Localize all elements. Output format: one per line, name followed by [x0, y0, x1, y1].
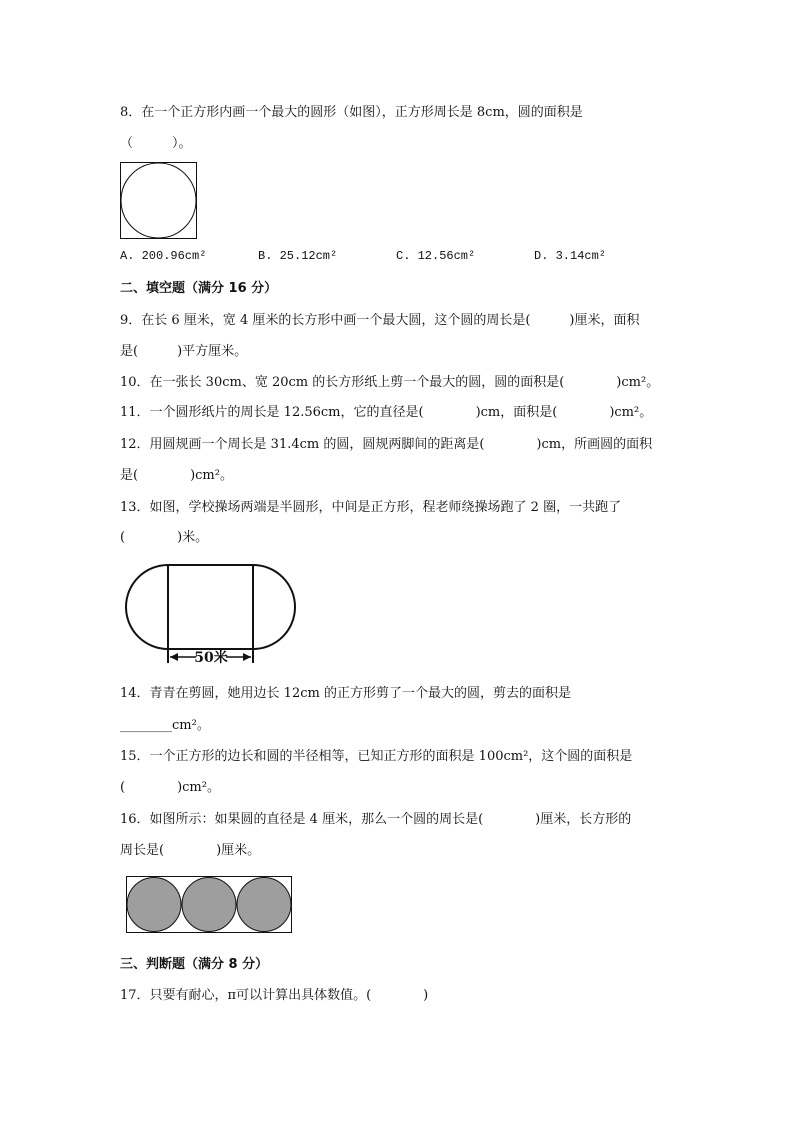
dimension-label: 50米: [194, 650, 228, 666]
q15-line1: 15．一个正方形的边长和圆的半径相等，已知正方形的面积是 100cm²，这个圆的面积是: [120, 749, 633, 764]
q8-figure-square-circle: [120, 162, 198, 240]
q9-line1: 9．在长 6 厘米，宽 4 厘米的长方形中画一个最大圆，这个圆的周长是( )厘米，面积: [120, 313, 640, 328]
q16-line2: 周长是( )厘米。: [120, 843, 261, 858]
q13-line2: ( )米。: [120, 530, 209, 545]
circle-2: [182, 878, 236, 932]
q14-line2: ________cm²。: [120, 718, 210, 733]
track-outline: [126, 565, 295, 649]
q10: 10．在一张长 30cm、宽 20cm 的长方形纸上剪一个最大的圆，圆的面积是( )cm²。: [120, 375, 660, 390]
q9-line2: 是( )平方厘米。: [120, 344, 248, 359]
q16-figure-three-circles: [126, 876, 293, 934]
q16-line1: 16．如图所示：如果圆的直径是 4 厘米，那么一个圆的周长是( )厘米，长方形的: [120, 812, 632, 827]
q8-option-b: B. 25.12cm²: [258, 249, 338, 263]
section-3-heading: 三、判断题（满分 8 分）: [120, 957, 269, 972]
section-2-heading: 二、填空题（满分 16 分）: [120, 281, 278, 296]
arrow-right: [243, 653, 251, 661]
q13-figure-track: [120, 560, 305, 670]
circle-3: [237, 878, 291, 932]
q12-line1: 12．用圆规画一个周长是 31.4cm 的圆，圆规两脚间的距离是( )cm，所画圆的面积: [120, 437, 653, 452]
q15-line2: ( )cm²。: [120, 780, 220, 795]
q8-option-c: C. 12.56cm²: [396, 249, 476, 263]
inscribed-circle: [121, 163, 196, 238]
q12-line2: 是( )cm²。: [120, 468, 233, 483]
q17: 17．只要有耐心，π可以计算出具体数值。( ): [120, 988, 429, 1003]
arrow-left: [170, 653, 178, 661]
circle-1: [127, 878, 181, 932]
q8-text-line1: 8．在一个正方形内画一个最大的圆形（如图），正方形周长是 8cm，圆的面积是: [120, 105, 583, 120]
q14-line1: 14．青青在剪圆，她用边长 12cm 的正方形剪了一个最大的圆，剪去的面积是: [120, 686, 571, 701]
q8-option-a: A. 200.96cm²: [120, 249, 207, 263]
q11: 11．一个圆形纸片的周长是 12.56cm，它的直径是( )cm，面积是( )cm²。: [120, 405, 653, 420]
q13-line1: 13．如图，学校操场两端是半圆形，中间是正方形，程老师绕操场跑了 2 圈，一共跑了: [120, 500, 622, 515]
q8-option-d: D. 3.14cm²: [534, 249, 607, 263]
q8-text-line2: （ ）。: [120, 136, 192, 151]
